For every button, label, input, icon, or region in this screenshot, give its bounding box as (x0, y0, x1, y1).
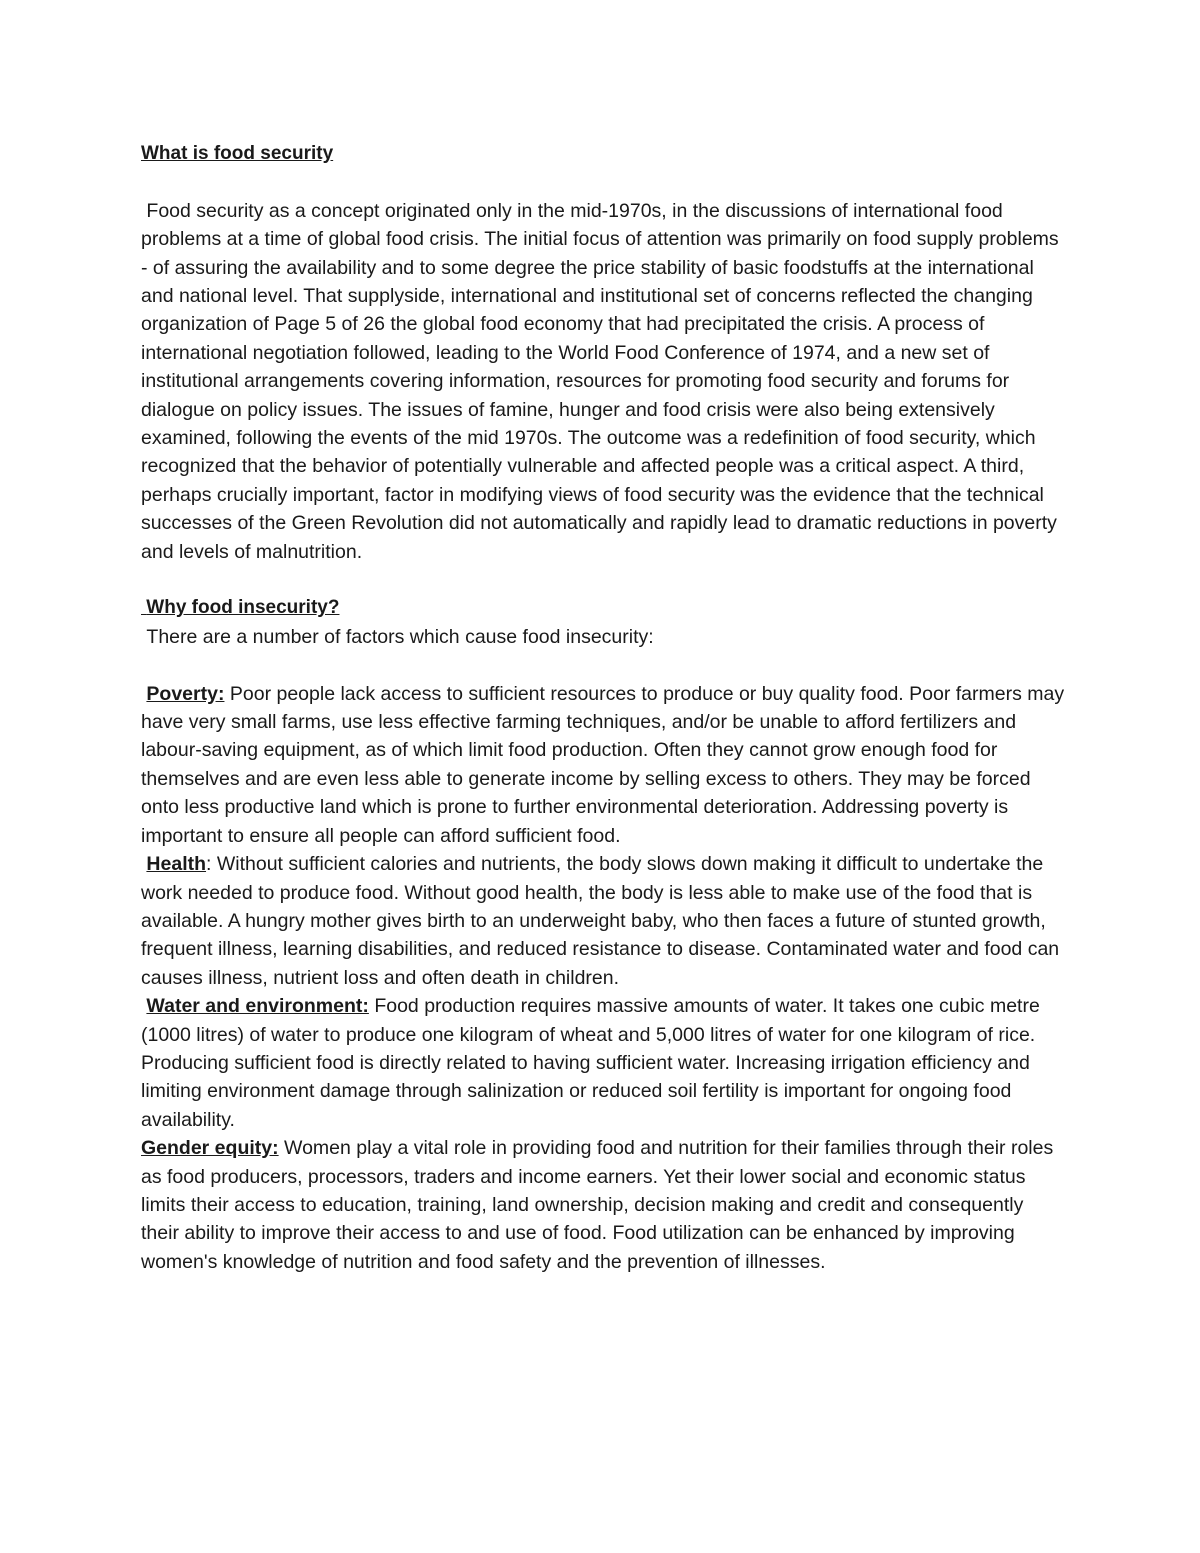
factor-poverty (141, 680, 1070, 850)
section-body-food-security: Food security as a concept originated only in the mid-1970s, in the discussions of international food problems at a time of global food crisis. The initial focus of attention was primarily on food supply problems - of assuring the availability and to some degree the price stability of basic foodstuffs at the international and national level. That supplyside, international and institutional set of concerns reflected the changing organization of Page 5 of 26 the global food economy that had precipitated the crisis. A process of international negotiation followed, leading to the World Food Conference of 1974, and a new set of institutional arrangements covering information, resources for promoting food security and forums for dialogue on policy issues. The issues of famine, hunger and food crisis were also being extensively examined, following the events of the mid 1970s. The outcome was a redefinition of food security, which recognized that the behavior of potentially vulnerable and affected people was a critical aspect. A third, perhaps crucially important, factor in modifying views of food security was the evidence that the technical successes of the Green Revolution did not automatically and rapidly lead to dramatic reductions in poverty and levels of malnutrition. (141, 199, 1065, 563)
factor-text-water-environment: Food production requires massive amounts of water. It takes one cubic metre (1000 litres) of water to produce one kilogram of wheat and 5,000 litres of water for one kilogram of rice. Producing sufficient food is directly related to having sufficient water. Increasing irrigation efficiency and limiting environment damage through salinization or reduced soil fertility is important for ongoing food availability. (141, 995, 1046, 1131)
factor-term-gender-equity: Gender equity: (141, 1137, 279, 1160)
factor-text-poverty: Poor people lack access to sufficient resources to produce or buy quality food. Poor farmers may have very small farms, use less effective farming techniques, and/or be unable to afford fertilizers and labour-saving equipment, as of which limit food production. Often they cannot grow enough food for themselves and are even less able to generate income by selling excess to others. They may be forced onto less productive land which is prone to further environmental deterioration. Addressing poverty is important to ensure all people can afford sufficient food. (141, 682, 1070, 847)
factor-term-poverty: Poverty: (146, 682, 225, 705)
spacer (141, 651, 1066, 679)
document-page (141, 140, 1070, 1276)
spacer (141, 168, 1066, 196)
factor-health (141, 850, 1066, 992)
spacer (141, 566, 1066, 594)
section-heading-food-insecurity: Why food insecurity? (141, 597, 340, 619)
factor-gender-equity (141, 1134, 1066, 1276)
factor-text-health: : Without sufficient calories and nutrients, the body slows down making it difficult to undertake the work needed to produce food. Without good health, the body is less able to make use of the food that is available. A hungry mother gives birth to an underweight baby, who then faces a future of stunted growth, frequent illness, learning disabilities, and reduced resistance to disease. Contaminated water and food can causes illness, nutrient loss and often death in children. (141, 853, 1065, 989)
section-heading-food-security: What is food security (141, 143, 334, 164)
factor-text-gender-equity: Women play a vital role in providing food and nutrition for their families through their roles as food producers, processors, traders and income earners. Yet their lower social and economic status limits their access to education, training, land ownership, decision making and credit and consequently their ability to improve their access to and use of food. Food utilization can be enhanced by improving women's knowledge of nutrition and food safety and the prevention of illnesses. (141, 1137, 1059, 1273)
section-intro-food-insecurity: There are a number of factors which cause food insecurity: (141, 625, 654, 648)
factor-term-health: Health (146, 853, 207, 876)
factor-water-environment (141, 992, 1066, 1134)
factor-term-water-environment: Water and environment: (146, 995, 369, 1018)
